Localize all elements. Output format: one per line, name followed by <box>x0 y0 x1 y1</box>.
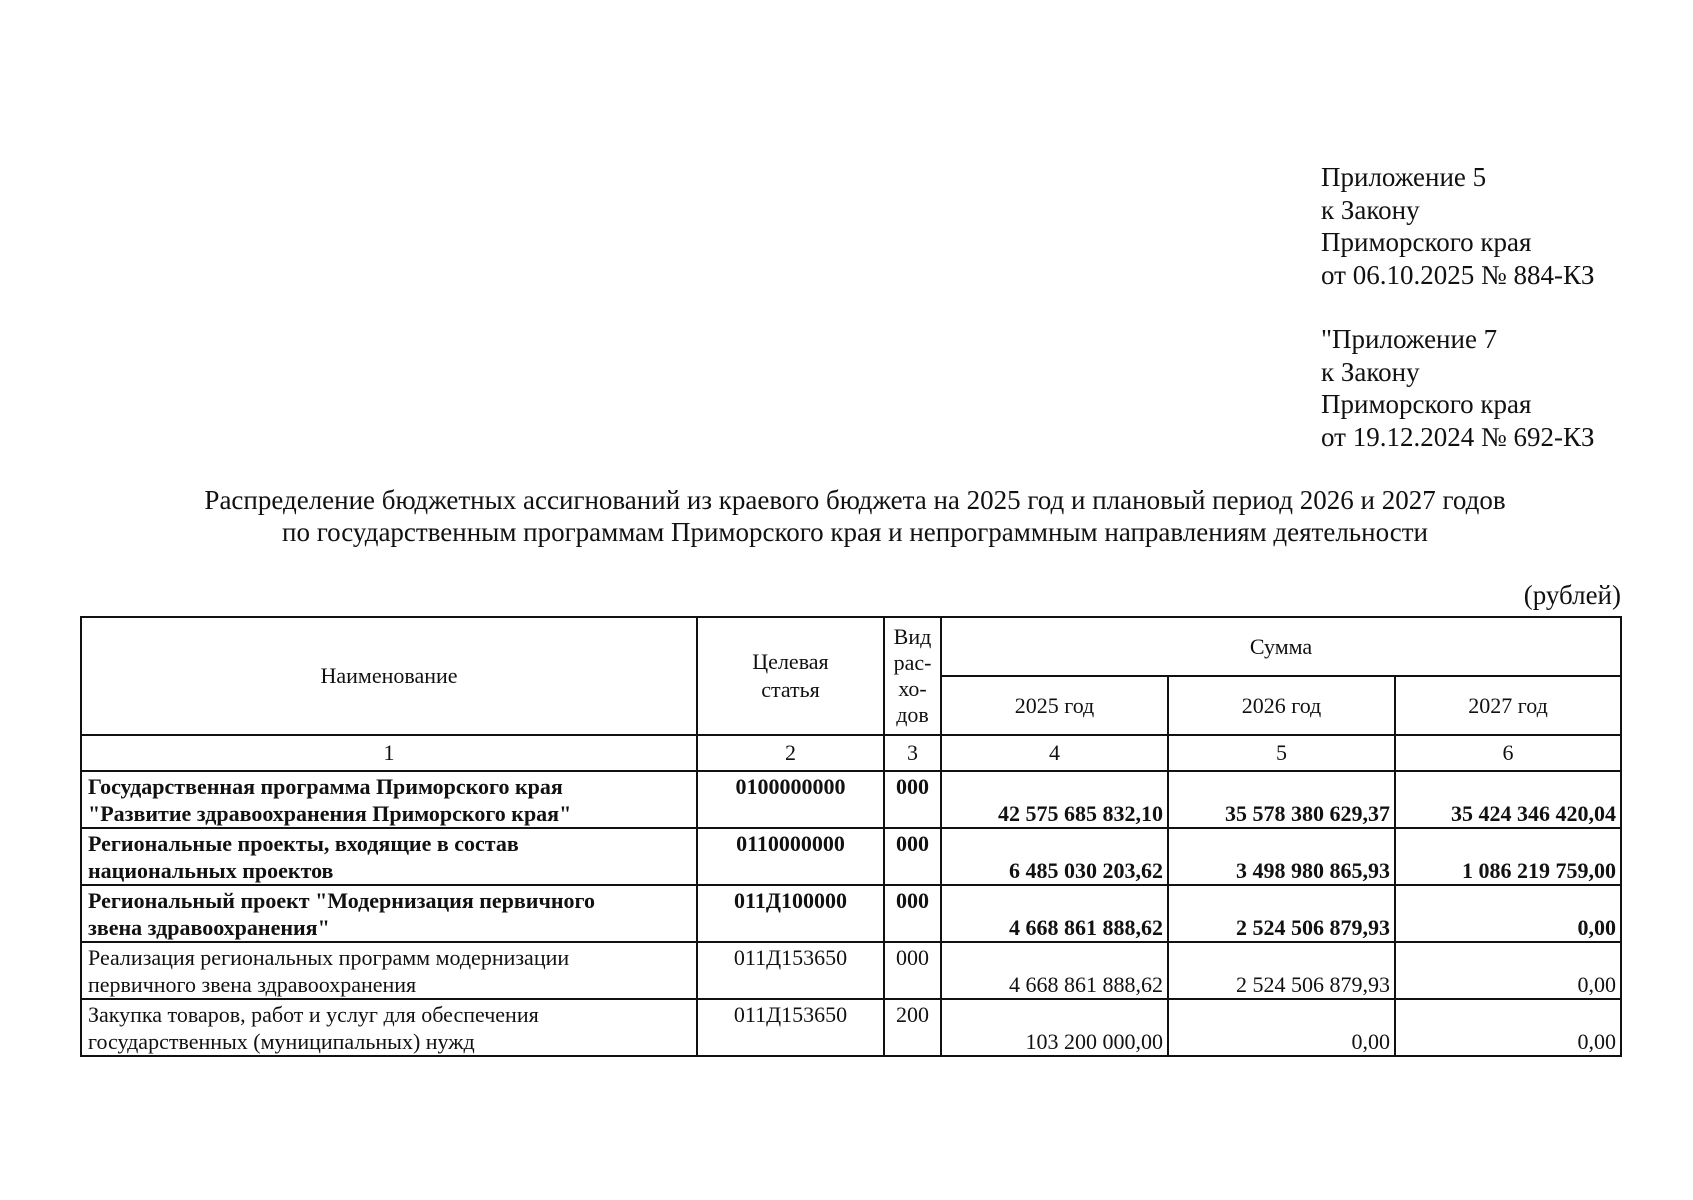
row-name-line: Реализация региональных программ модернизации <box>88 945 570 970</box>
header-expense-kind <box>884 617 941 735</box>
header-year-label: 2027 год <box>1468 692 1548 718</box>
column-number: 2 <box>697 735 884 771</box>
row-expense-kind: 000 <box>884 771 941 828</box>
row-amount-2027: 35 424 346 420,04 <box>1395 771 1621 828</box>
appendix-previous-line: Приморского края <box>1321 389 1532 419</box>
row-target-article: 0100000000 <box>697 771 884 828</box>
header-kind-line: хо- <box>898 676 927 701</box>
row-amount-2026: 2 524 506 879,93 <box>1168 885 1395 942</box>
row-amount-2027: 1 086 219 759,00 <box>1395 828 1621 885</box>
row-name-line: Региональный проект "Модернизация первичного <box>88 888 595 913</box>
column-number: 4 <box>941 735 1168 771</box>
row-amount-2026: 35 578 380 629,37 <box>1168 771 1395 828</box>
header-kind-line: Вид <box>893 624 932 649</box>
appendix-current-block <box>1321 161 1594 291</box>
header-target-article <box>697 617 884 735</box>
row-name-line: Закупка товаров, работ и услуг для обеспечения <box>88 1002 539 1027</box>
row-target-article: 011Д153650 <box>697 999 884 1056</box>
header-year-2026 <box>1168 676 1395 735</box>
table-row <box>81 771 1621 828</box>
column-number-row <box>81 735 1621 771</box>
table-row <box>81 828 1621 885</box>
row-amount-2027: 0,00 <box>1395 999 1621 1056</box>
appendix-current-line: к Закону <box>1321 194 1420 225</box>
document-title-line: Распределение бюджетных ассигнований из краевого бюджета на 2025 год и плановый период 2026 и 2027 годов <box>204 485 1506 515</box>
appendix-previous-block <box>1321 323 1594 453</box>
header-year-label: 2025 год <box>1014 692 1095 718</box>
appendix-previous-line: к Закону <box>1321 356 1420 387</box>
column-number: 1 <box>81 735 697 771</box>
row-name-line: государственных (муниципальных) нужд <box>88 1029 475 1054</box>
appendix-previous-line: от 19.12.2024 № 692-КЗ <box>1321 421 1595 452</box>
header-kind-line: дов <box>896 702 929 727</box>
row-amount-2025: 6 485 030 203,62 <box>941 828 1168 885</box>
row-amount-2027: 0,00 <box>1395 885 1621 942</box>
row-expense-kind: 000 <box>884 942 941 999</box>
document-title <box>80 484 1630 548</box>
header-kind-line: рас- <box>893 650 932 675</box>
header-name-label: Наименование <box>320 663 458 688</box>
appendix-current-line: Приложение 5 <box>1321 162 1487 192</box>
row-name <box>81 828 697 885</box>
row-target-article: 011Д100000 <box>697 885 884 942</box>
row-expense-kind: 200 <box>884 999 941 1056</box>
appendix-current-line: Приморского края <box>1321 227 1532 257</box>
row-amount-2025: 4 668 861 888,62 <box>941 885 1168 942</box>
table-row <box>81 999 1621 1056</box>
row-amount-2025: 4 668 861 888,62 <box>941 942 1168 999</box>
row-name <box>81 999 697 1056</box>
row-name-line: звена здравоохранения" <box>88 915 330 940</box>
row-name-line: первичного звена здравоохранения <box>88 972 417 997</box>
header-year-2027 <box>1395 676 1621 735</box>
row-name <box>81 771 697 828</box>
unit-note: (рублей) <box>1523 580 1621 610</box>
document-title-line: по государственным программам Приморского края и непрограммным направлениям деятельности <box>282 517 1428 547</box>
column-number: 5 <box>1168 735 1395 771</box>
row-name-line: "Развитие здравоохранения Приморского края" <box>88 801 572 826</box>
row-name <box>81 942 697 999</box>
row-amount-2027: 0,00 <box>1395 942 1621 999</box>
header-sum <box>941 617 1621 676</box>
header-name <box>81 617 697 735</box>
row-amount-2026: 2 524 506 879,93 <box>1168 942 1395 999</box>
row-target-article: 011Д153650 <box>697 942 884 999</box>
header-year-2025 <box>941 676 1168 735</box>
appendix-current-line: от 06.10.2025 № 884-КЗ <box>1321 259 1595 290</box>
header-code-line: статья <box>761 677 820 702</box>
row-amount-2026: 3 498 980 865,93 <box>1168 828 1395 885</box>
table-header-row <box>81 617 1621 676</box>
row-name-line: Государственная программа Приморского края <box>88 774 563 799</box>
row-name-line: Региональные проекты, входящие в состав <box>88 831 519 856</box>
column-number: 6 <box>1395 735 1621 771</box>
row-target-article: 0110000000 <box>697 828 884 885</box>
header-code-line: Целевая <box>752 649 829 674</box>
header-sum-label: Сумма <box>1249 633 1313 659</box>
row-expense-kind: 000 <box>884 828 941 885</box>
row-name <box>81 885 697 942</box>
table-row <box>81 942 1621 999</box>
row-amount-2025: 42 575 685 832,10 <box>941 771 1168 828</box>
row-expense-kind: 000 <box>884 885 941 942</box>
row-name-line: национальных проектов <box>88 858 334 883</box>
budget-table <box>80 616 1622 1057</box>
row-amount-2025: 103 200 000,00 <box>941 999 1168 1056</box>
appendix-previous-line: "Приложение 7 <box>1321 324 1498 354</box>
header-year-label: 2026 год <box>1241 692 1322 718</box>
row-amount-2026: 0,00 <box>1168 999 1395 1056</box>
column-number: 3 <box>884 735 941 771</box>
table-row <box>81 885 1621 942</box>
